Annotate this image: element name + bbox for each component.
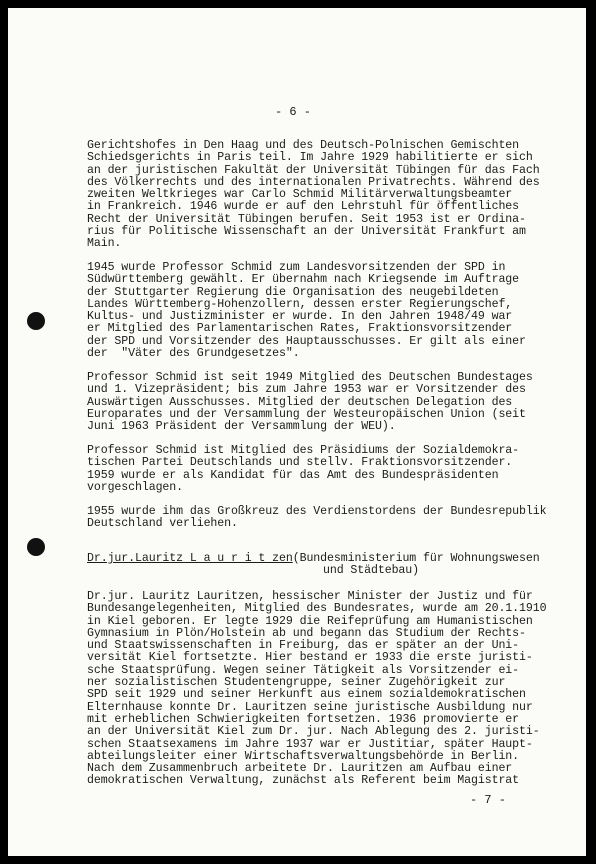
text-line: der Stuttgarter Regierung die Organisation des neugebildeten [87,285,499,299]
text-line: Auswärtigen Ausschusses. Mitglied der deutschen Delegation des [87,395,513,409]
text-line: zweiten Weltkrieges war Carlo Schmid Militärverwaltungsbeamter [87,188,513,202]
text-line: tischen Partei Deutschlands und stellv. Fraktionsvorsitzender. [87,456,513,470]
text-line: Juni 1963 Präsident der Versammlung der WEU). [87,420,396,434]
text-line: Nach dem Zusammenbruch arbeitete Dr. Lauritzen am Aufbau einer [87,762,513,776]
text-line: versität Kiel fortsetzte. Hier bestand er 1933 die erste juristi- [87,651,533,665]
text-line: Elternhause konnte Dr. Lauritzen seine juristische Ausbildung nur [87,700,533,714]
text-line: 1945 wurde Professor Schmid zum Landesvorsitzenden der SPD in [87,261,506,274]
text-line: Landes Württemberg-Hohenzollern, dessen erster Regierungschef, [87,297,513,311]
text-line: Dr.jur. Lauritz Lauritzen, hessischer Minister der Justiz und für [87,590,533,603]
text-line: in Kiel geboren. Er legte 1929 die Reifeprüfung am Humanistischen [87,614,533,628]
text-line: Schiedsgerichts in Paris teil. Im Jahre 1929 habilitierte er sich [87,151,533,165]
heading-ministry-line1: (Bundesministerium für Wohnungswesen [292,552,540,565]
text-line: vorgeschlagen. [87,480,184,494]
text-line: sche Staatsprüfung. Wegen seiner Tätigkeit als Vorsitzender ei- [87,663,520,677]
text-line: der "Väter des Grundgesetzes". [87,347,300,361]
text-line: an der Universität Kiel zum Dr. jur. Nach Ablegung des 2. juristi- [87,725,540,739]
section-heading-lauritzen [87,553,557,578]
text-line: abteilungsleiter einer Wirtschaftsverwaltungsbehörde in Berlin. [87,749,520,763]
paragraph-biography-lauritzen [87,591,557,788]
document-page [8,8,586,856]
paragraph-biography-schmid-4 [87,445,557,494]
text-line: Kultus- und Justizminister er wurde. In den Jahren 1948/49 war [87,310,513,324]
paragraph-biography-schmid-3 [87,372,557,433]
text-line: 1955 wurde ihm das Großkreuz des Verdienstordens der Bundesrepublik [87,505,547,518]
text-line: mit erheblichen Schwierigkeiten fortsetzen. 1936 promovierte er [87,712,520,726]
text-line: Südwürttemberg gewählt. Er übernahm nach Kriegsende im Auftrage [87,273,520,287]
text-line: 1959 wurde er als Kandidat für das Amt des Bundespräsidenten [87,468,499,482]
punch-hole-top [27,312,45,330]
text-line: Professor Schmid ist Mitglied des Präsidiums der Sozialdemokra- [87,444,520,457]
text-line: Gerichtshofes in Den Haag und des Deutsch-Polnischen Gemischten [87,139,520,152]
text-line: Gymnasium in Plön/Holstein ab und begann das Studium der Rechts- [87,626,526,640]
text-line: und 1. Vizepräsident; bis zum Jahre 1953 war er Vorsitzender des [87,383,526,397]
text-line: Main. [87,237,122,251]
text-line: ner sozialistischen Studentengruppe, seiner Zugehörigkeit zur [87,676,506,690]
text-line: der SPD und Vorsitzender des Hauptausschusses. Er gilt als einer [87,334,526,348]
text-line: und Staatswissenschaften in Freiburg, das er später an der Uni- [87,639,520,653]
text-line: Deutschland verliehen. [87,517,238,531]
paragraph-biography-schmid-1 [87,140,557,251]
text-line: demokratischen Verwaltung, zunächst als Referent beim Magistrat [87,774,520,788]
text-line: in Frankreich. 1946 wurde er auf den Lehrstuhl für öffentliches [87,200,520,214]
text-line: an der juristischen Fakultät der Universität Tübingen für das Fach [87,163,540,177]
text-line: Professor Schmid ist seit 1949 Mitglied des Deutschen Bundestages [87,371,533,384]
paragraph-biography-schmid-2 [87,262,557,360]
page-number-top: - 6 - [275,105,312,119]
text-line: Bundesangelegenheiten, Mitglied des Bundesrates, wurde am 20.1.1910 [87,602,547,616]
text-line: rius für Politische Wissenschaft an der Universität Frankfurt am [87,225,526,239]
page-number-bottom: - 7 - [470,793,507,807]
text-line: des Völkerrechts und des internationalen Privatrechts. Während des [87,175,540,189]
paragraph-biography-schmid-5 [87,506,557,531]
punch-hole-bottom [27,538,45,556]
heading-name: Dr.jur.Lauritz L a u r i t zen [87,552,293,565]
text-line: Recht der Universität Tübingen berufen. Seit 1953 ist er Ordina- [87,212,526,226]
heading-ministry-line2: und Städtebau) [323,564,420,578]
text-line: er Mitglied des Parlamentarischen Rates, Fraktionsvorsitzender [87,322,513,336]
text-line: Europarates und der Versammlung der Westeuropäischen Union (seit [87,407,526,421]
text-line: SPD seit 1929 und seiner Herkunft aus einem sozialdemokratischen [87,688,526,702]
text-line: schen Staatsexamens im Jahre 1937 war er Justitiar, später Haupt- [87,737,533,751]
